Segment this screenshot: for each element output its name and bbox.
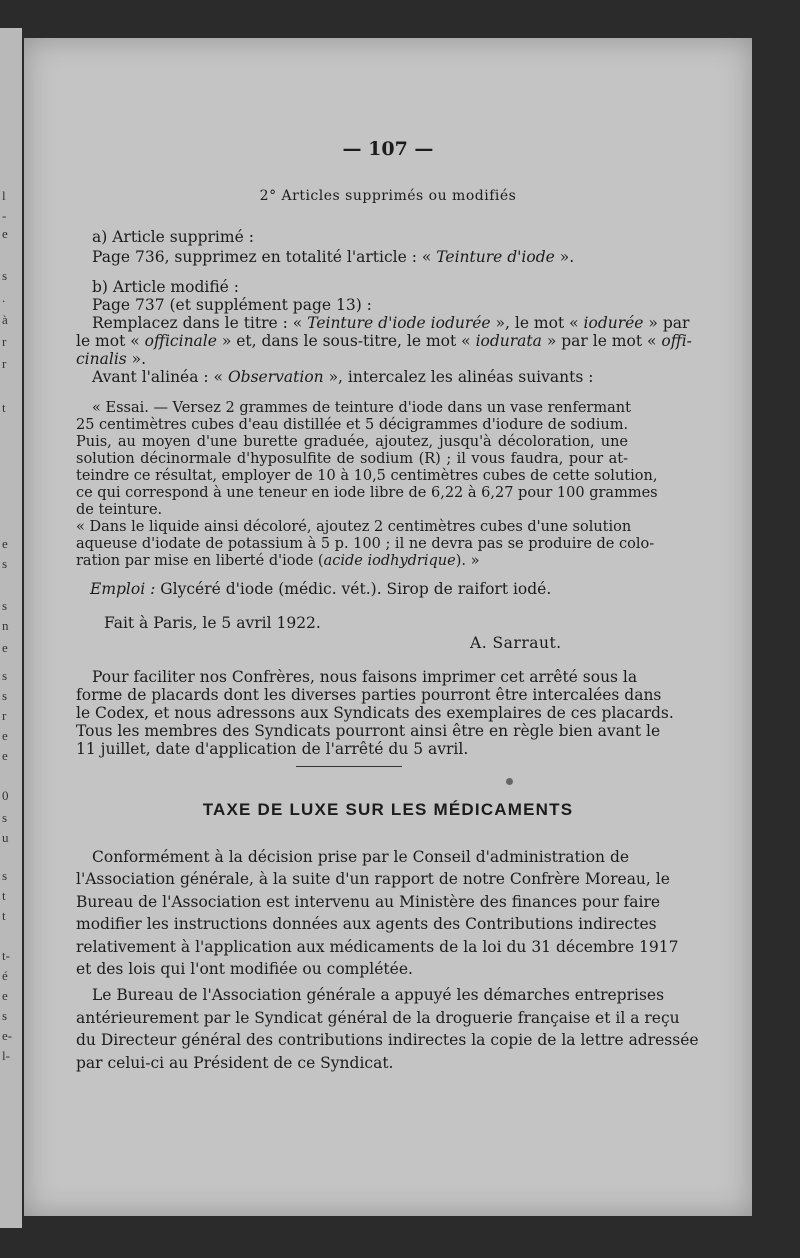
- margin-letter: e: [2, 748, 8, 763]
- essai-line: teindre ce résultat, employer de 10 à 10,5 centimètres cubes de cette solution,: [76, 468, 658, 484]
- margin-letter: s: [2, 268, 8, 283]
- margin-letter: é: [2, 968, 8, 983]
- bureau-line: par celui-ci au Président de ce Syndicat.: [76, 1054, 394, 1072]
- margin-letter: à: [2, 312, 8, 327]
- faciliter-line: Tous les membres des Syndicats pourront ainsi être en règle bien avant le: [76, 722, 661, 740]
- ink-spot: [506, 778, 513, 785]
- decolore-line: « Dans le liquide ainsi décoloré, ajoutez 2 centimètres cubes d'une solution: [76, 519, 632, 535]
- section-heading: 2° Articles supprimés ou modifiés: [259, 188, 517, 204]
- margin-letter: t: [2, 888, 6, 903]
- para-a-line2: Page 736, supprimez en totalité l'article : « Teinture d'iode ».: [92, 248, 575, 266]
- conformement-line: modifier les instructions données aux agents des Contributions indirectes: [76, 915, 657, 933]
- essai-line: Puis, au moyen d'une burette graduée, ajoutez, jusqu'à décoloration, une: [76, 434, 628, 450]
- para-b-line4: le mot « officinale » et, dans le sous-titre, le mot « iodurata » par le mot « offi-: [76, 332, 692, 350]
- essai-line: ce qui correspond à une teneur en iode libre de 6,22 à 6,27 pour 100 grammes: [76, 485, 658, 501]
- margin-letter: s: [2, 668, 8, 683]
- margin-letter: t: [2, 400, 6, 415]
- margin-letter: s: [2, 688, 8, 703]
- para-a-line1: a) Article supprimé :: [92, 228, 254, 246]
- margin-letter: 0: [2, 788, 9, 803]
- essai-line: 25 centimètres cubes d'eau distillée et 5 décigrammes d'iodure de sodium.: [76, 417, 629, 433]
- margin-letter: .: [2, 290, 6, 305]
- faciliter-line: le Codex, et nous adressons aux Syndicats des exemplaires de ces placards.: [76, 704, 674, 722]
- document-page: [24, 38, 752, 1216]
- margin-letter: e: [2, 988, 8, 1003]
- para-b-line6: Avant l'alinéa : « Observation », intercalez les alinéas suivants :: [92, 368, 594, 386]
- para-b-line3: Remplacez dans le titre : « Teinture d'iode iodurée », le mot « iodurée » par: [92, 314, 690, 332]
- margin-letter: r: [2, 356, 7, 371]
- margin-letter: -: [2, 208, 7, 223]
- margin-letter: l-: [2, 1048, 10, 1063]
- date-line: Fait à Paris, le 5 avril 1922.: [104, 614, 321, 632]
- margin-letter: s: [2, 556, 8, 571]
- margin-letter: s: [2, 810, 8, 825]
- bureau-line: du Directeur général des contributions indirectes la copie de la lettre adressée: [76, 1031, 699, 1049]
- margin-letter: t-: [2, 948, 10, 963]
- conformement-line: Conformément à la décision prise par le Conseil d'administration de: [92, 848, 630, 866]
- margin-letter: r: [2, 334, 7, 349]
- margin-letter: r: [2, 708, 7, 723]
- bureau-line: antérieurement par le Syndicat général de la droguerie française et il a reçu: [76, 1009, 680, 1027]
- margin-letter: u: [2, 830, 9, 845]
- margin-letter: s: [2, 598, 8, 613]
- conformement-line: relativement à l'application aux médicaments de la loi du 31 décembre 1917: [76, 938, 679, 956]
- faciliter-line: Pour faciliter nos Confrères, nous faisons imprimer cet arrêté sous la: [92, 668, 638, 686]
- margin-letter: e: [2, 640, 8, 655]
- margin-letter: s: [2, 1008, 8, 1023]
- margin-letter: s: [2, 868, 8, 883]
- margin-letter: t: [2, 908, 6, 923]
- para-b-line2: Page 737 (et supplément page 13) :: [92, 296, 372, 314]
- essai-line: de teinture.: [76, 502, 163, 518]
- page-number: — 107 —: [342, 138, 434, 160]
- faciliter-line: forme de placards dont les diverses parties pourront être intercalées dans: [76, 686, 662, 704]
- margin-letter: e: [2, 536, 8, 551]
- conformement-line: l'Association générale, à la suite d'un rapport de notre Confrère Moreau, le: [76, 870, 670, 888]
- previous-page-edge: [0, 28, 22, 1228]
- section-separator: [296, 766, 402, 767]
- emploi-line: Emploi : Glycéré d'iode (médic. vét.). Sirop de raifort iodé.: [90, 580, 552, 598]
- margin-letter: e: [2, 226, 8, 241]
- essai-line: solution décinormale d'hyposulfite de sodium (R) ; il vous faudra, pour at-: [76, 451, 628, 467]
- essai-line: « Essai. — Versez 2 grammes de teinture d'iode dans un vase renfermant: [92, 400, 631, 416]
- margin-letter: e-: [2, 1028, 13, 1043]
- decolore-line: ration par mise en liberté d'iode (acide iodhydrique). »: [76, 553, 480, 569]
- section-title: TAXE DE LUXE SUR LES MÉDICAMENTS: [202, 800, 574, 819]
- bureau-line: Le Bureau de l'Association générale a appuyé les démarches entreprises: [92, 986, 665, 1004]
- conformement-line: Bureau de l'Association est intervenu au Ministère des finances pour faire: [76, 893, 661, 911]
- margin-letter: l: [2, 188, 6, 203]
- para-b-line1: b) Article modifié :: [92, 278, 239, 296]
- faciliter-line: 11 juillet, date d'application de l'arrêté du 5 avril.: [76, 740, 469, 758]
- para-b-line5: cinalis ».: [76, 350, 147, 368]
- margin-letter: e: [2, 728, 8, 743]
- margin-letter: n: [2, 618, 9, 633]
- conformement-line: et des lois qui l'ont modifiée ou complétée.: [76, 960, 413, 978]
- signature: A. Sarraut.: [470, 634, 562, 652]
- decolore-line: aqueuse d'iodate de potassium à 5 p. 100 ; il ne devra pas se produire de colo-: [76, 536, 655, 552]
